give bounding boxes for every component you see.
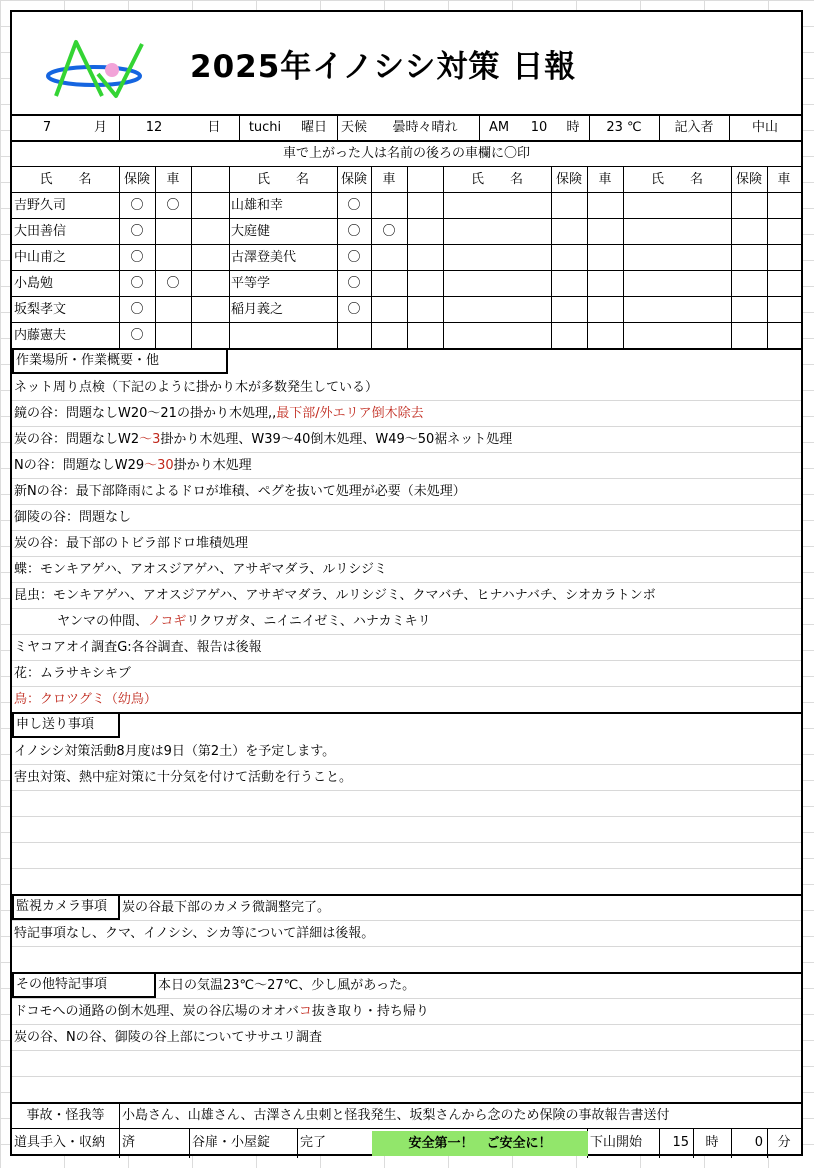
month-value: 7 [42, 120, 52, 135]
work-section-label: 作業場所・作業概要・他 [12, 348, 228, 374]
minute-unit: 分 [777, 1135, 791, 1150]
text-segment: 炭の谷：問題なしW2 [14, 432, 140, 447]
text-segment: 炭の谷、Nの谷、御陵の谷上部についてササユリ調査 [14, 1030, 322, 1045]
other-line [14, 999, 429, 1025]
other-inline: 本日の気温23℃～27℃、少し風があった。 [158, 978, 416, 993]
weather-value: 曇時々晴れ [392, 120, 458, 135]
work-line [14, 453, 252, 479]
accident-text: 小島さん、山雄さん、古澤さん虫刺と怪我発生、坂梨さんから念のため保険の事故報告書送付 [122, 1108, 670, 1123]
car-header: 車 [382, 172, 396, 187]
participant-insurance: 〇 [130, 198, 144, 213]
car-header: 車 [777, 172, 791, 187]
hour-unit: 時 [705, 1135, 719, 1150]
ampm-value: AM [488, 120, 510, 135]
text-segment: 花：ムラサキシキブ [14, 666, 131, 681]
participant-insurance: 〇 [130, 250, 144, 265]
recorder-label: 記入者 [674, 120, 714, 135]
participant-insurance: 〇 [130, 276, 144, 291]
work-line [14, 557, 387, 583]
text-segment: 御陵の谷：問題なし [14, 510, 132, 525]
weekday-unit: 曜日 [300, 120, 327, 135]
participant-car [155, 219, 191, 245]
recorder-value: 中山 [751, 120, 778, 135]
participant-insurance: 〇 [130, 328, 144, 343]
participant-insurance: 〇 [347, 302, 361, 317]
descent-hour: 15 [672, 1135, 689, 1150]
participant-name: 大田善信 [14, 224, 67, 239]
participant-name: 吉野久司 [14, 198, 67, 213]
name-header: 氏 名 [650, 172, 703, 187]
participant-name: 坂梨孝文 [14, 302, 67, 317]
participant-car: 〇 [166, 276, 180, 291]
insurance-header: 保険 [555, 172, 582, 187]
work-line [14, 531, 248, 557]
text-segment: ミヤコアオイ調査G:各谷調査、報告は後報 [14, 640, 262, 655]
work-line [14, 375, 378, 401]
camera-inline: 炭の谷最下部のカメラ微調整完了。 [122, 900, 331, 915]
participant-insurance: 〇 [347, 224, 361, 239]
participant-name: 古澤登美代 [231, 250, 297, 265]
handover-label: 申し送り事項 [12, 712, 120, 738]
text-segment: ヤンマの仲間、 [14, 614, 149, 629]
work-line [14, 661, 131, 687]
participant-name: 内藤憲夫 [14, 328, 67, 343]
participant-car: 〇 [166, 198, 180, 213]
participant-car [155, 323, 191, 349]
participant-name: 小島勉 [14, 276, 54, 291]
participant-name: 稲月義之 [231, 302, 284, 317]
name-header: 氏 名 [256, 172, 309, 187]
text-segment: ドコモへの通路の倒木処理、炭の谷広場のオオバ [14, 1004, 299, 1019]
text-segment: ノコギ [148, 614, 187, 629]
car-header: 車 [598, 172, 612, 187]
text-segment: リクワガタ、ニイニイゼミ、ハナカミキリ [186, 614, 431, 629]
work-line [14, 687, 157, 713]
safety-banner: 安全第一！ ご安全に！ [372, 1131, 588, 1156]
door-value: 完了 [300, 1135, 327, 1150]
participant-name: 山雄和幸 [231, 198, 284, 213]
work-line [14, 401, 424, 427]
hour-unit: 時 [566, 120, 580, 135]
text-segment: ～30 [144, 458, 174, 473]
participant-name: 大庭健 [231, 224, 271, 239]
weather-label: 天候 [340, 120, 367, 135]
participant-insurance: 〇 [130, 302, 144, 317]
work-line [14, 583, 656, 609]
participant-car [155, 245, 191, 271]
participant-car [371, 245, 407, 271]
text-segment: 鳥：クロツグミ（幼鳥） [14, 692, 157, 707]
participant-name: 平等学 [231, 276, 271, 291]
text-segment: 最下部/外エリア倒木除去 [276, 406, 424, 421]
text-segment: Nの谷：問題なしW29 [14, 458, 145, 473]
other-label: その他特記事項 [12, 972, 156, 998]
work-line [14, 609, 431, 635]
other-line [14, 1025, 322, 1051]
participant-insurance: 〇 [130, 224, 144, 239]
work-line [14, 505, 131, 531]
temperature-value: 23 ℃ [606, 120, 642, 135]
insurance-header: 保険 [123, 172, 150, 187]
month-unit: 月 [93, 120, 107, 135]
text-segment: 掛かり木処理 [173, 458, 252, 473]
hour-value: 10 [530, 120, 548, 135]
participant-car [371, 193, 407, 219]
text-segment: 炭の谷：最下部のトビラ部ドロ堆積処理 [14, 536, 249, 551]
page-title: 2025年イノシシ対策 日報 [190, 49, 577, 85]
handover-line: イノシシ対策活動8月度は9日（第2土）を予定します。 [14, 744, 336, 759]
door-label: 谷扉・小屋錠 [192, 1135, 271, 1150]
tools-label: 道具手入・収納 [14, 1135, 106, 1150]
day-value: 12 [145, 120, 163, 135]
camera-line: 特記事項なし、クマ、イノシシ、シカ等について詳細は後報。 [14, 926, 375, 941]
handover-line: 害虫対策、熱中症対策に十分気を付けて活動を行うこと。 [14, 770, 353, 785]
car-note: 車で上がった人は名前の後ろの車欄に〇印 [282, 146, 530, 161]
text-segment: 新Nの谷：最下部降雨によるドロが堆積、ペグを抜いて処理が必要（未処理） [14, 484, 466, 499]
day-unit: 日 [207, 120, 221, 135]
descent-minute: 0 [754, 1135, 763, 1150]
text-segment: 掛かり木処理、W39～40倒木処理、W49～50裾ネット処理 [160, 432, 513, 447]
descent-label: 下山開始 [590, 1135, 643, 1150]
participant-insurance: 〇 [347, 276, 361, 291]
logo-icon [40, 34, 146, 100]
text-segment: 昆虫：モンキアゲハ、アオスジアゲハ、アサギマダラ、ルリシジミ、クマバチ、ヒナハナバチ、シオカラトンボ [14, 588, 656, 603]
weekday-value: tuchi [248, 120, 282, 135]
participant-car [155, 297, 191, 323]
text-segment: 鏡の谷：問題なしW20～21の掛かり木処理,, [14, 406, 277, 421]
participant-car [371, 271, 407, 297]
work-line [14, 635, 262, 661]
participant-car: 〇 [382, 224, 396, 239]
tools-value: 済 [122, 1135, 136, 1150]
work-line [14, 479, 466, 505]
text-segment: 蝶：モンキアゲハ、アオスジアゲハ、アサギマダラ、ルリシジミ [14, 562, 388, 577]
name-header: 氏 名 [39, 172, 92, 187]
work-line [14, 427, 512, 453]
name-header: 氏 名 [470, 172, 523, 187]
text-segment: ネット周り点検（下記のように掛かり木が多数発生している） [14, 380, 379, 395]
text-segment: コ [298, 1004, 312, 1019]
accident-label: 事故・怪我等 [26, 1108, 105, 1123]
insurance-header: 保険 [735, 172, 762, 187]
participant-insurance: 〇 [347, 198, 361, 213]
insurance-header: 保険 [340, 172, 367, 187]
participant-name: 中山甫之 [14, 250, 67, 265]
text-segment: ～3 [139, 432, 161, 447]
car-header: 車 [166, 172, 180, 187]
participant-insurance: 〇 [347, 250, 361, 265]
participant-car [371, 297, 407, 323]
camera-label: 監視カメラ事項 [12, 894, 120, 920]
daily-report-sheet [10, 10, 803, 1156]
text-segment: 抜き取り・持ち帰り [311, 1004, 429, 1019]
